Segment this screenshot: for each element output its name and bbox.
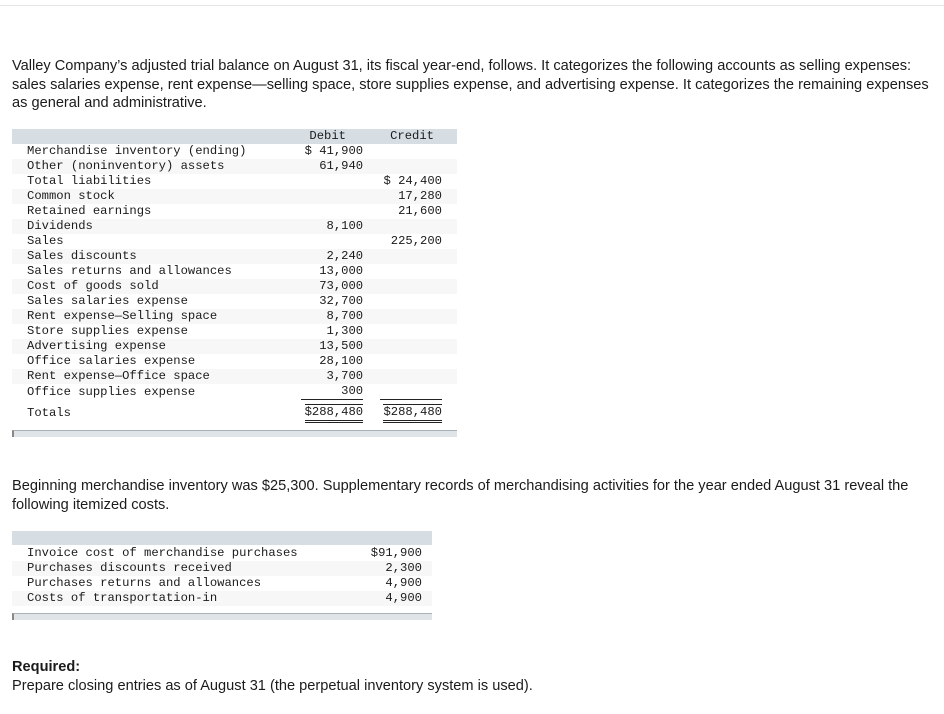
account-name: Dividends bbox=[12, 219, 288, 234]
credit-amount bbox=[367, 384, 457, 400]
debit-amount bbox=[288, 204, 367, 219]
debit-amount bbox=[288, 234, 367, 249]
table-row bbox=[12, 279, 457, 294]
account-name: Rent expense—Selling space bbox=[12, 309, 288, 324]
debit-amount: 8,700 bbox=[288, 309, 367, 324]
credit-amount: 21,600 bbox=[398, 204, 442, 218]
table-row bbox=[12, 144, 457, 159]
cost-value: 4,900 bbox=[350, 591, 432, 606]
list-item bbox=[12, 591, 432, 606]
list-item bbox=[12, 561, 432, 576]
totals-credit: $288,480 bbox=[383, 404, 442, 423]
trial-balance-footer-bar bbox=[12, 430, 457, 437]
credit-amount: 225,200 bbox=[390, 234, 442, 248]
debit-amount: 2,240 bbox=[288, 249, 367, 264]
table-row bbox=[12, 204, 457, 219]
credit-amount bbox=[367, 249, 457, 264]
account-name: Sales salaries expense bbox=[27, 294, 188, 308]
trial-balance-header bbox=[12, 129, 457, 144]
required-text: Prepare closing entries as of August 31 (the perpetual inventory system is used). bbox=[12, 678, 533, 694]
debit-amount: 13,000 bbox=[319, 264, 364, 278]
itemized-costs-table bbox=[12, 546, 432, 606]
account-name: Rent expense—Office space bbox=[12, 369, 288, 384]
table-row bbox=[12, 354, 457, 369]
beginning-inventory-text: Beginning merchandise inventory was $25,300. Supplementary records of merchandising activities for the year ended August 31 reveal the following itemized costs. bbox=[12, 478, 909, 513]
cost-label: Purchases returns and allowances bbox=[27, 576, 262, 590]
top-divider bbox=[0, 5, 944, 6]
account-name: Store supplies expense bbox=[27, 324, 188, 338]
credit-amount bbox=[367, 339, 457, 354]
table-row bbox=[12, 384, 457, 400]
account-name: Advertising expense bbox=[12, 339, 288, 354]
cost-label: Invoice cost of merchandise purchases bbox=[27, 546, 298, 560]
table-row bbox=[12, 249, 457, 264]
account-name: Other (noninventory) assets bbox=[12, 159, 288, 174]
account-name: Office supplies expense bbox=[27, 384, 196, 399]
credit-amount bbox=[367, 309, 457, 324]
debit-amount: $ 41,900 bbox=[304, 144, 364, 158]
account-name: Total liabilities bbox=[27, 174, 152, 188]
table-row bbox=[12, 234, 457, 249]
table-row bbox=[12, 174, 457, 189]
cost-value: $91,900 bbox=[370, 546, 422, 560]
debit-amount: 8,100 bbox=[288, 219, 367, 234]
credit-amount bbox=[367, 264, 457, 279]
table-row bbox=[12, 309, 457, 324]
underlined-amount: 300 bbox=[301, 384, 363, 400]
credit-amount: $ 24,400 bbox=[383, 174, 442, 188]
account-name: Sales returns and allowances bbox=[27, 264, 232, 278]
account-header bbox=[12, 129, 288, 144]
totals-debit: $288,480 bbox=[305, 404, 364, 423]
table-row bbox=[12, 264, 457, 279]
debit-amount: 28,100 bbox=[319, 354, 364, 368]
debit-amount bbox=[288, 174, 367, 189]
table-row bbox=[12, 159, 457, 174]
table-row bbox=[12, 339, 457, 354]
debit-amount: 32,700 bbox=[319, 294, 364, 308]
debit-amount: 1,300 bbox=[326, 324, 364, 338]
account-name: Cost of goods sold bbox=[12, 279, 288, 294]
totals-row bbox=[12, 400, 457, 427]
credit-amount: 17,280 bbox=[367, 189, 457, 204]
debit-amount: 73,000 bbox=[288, 279, 367, 294]
list-item bbox=[12, 576, 432, 591]
debit-header: Debit bbox=[288, 129, 367, 144]
account-name: Sales bbox=[27, 234, 64, 248]
itemized-costs-footer-bar bbox=[12, 613, 432, 620]
cost-label: Purchases discounts received bbox=[12, 561, 350, 576]
credit-amount bbox=[367, 324, 457, 339]
table-row bbox=[12, 189, 457, 204]
credit-amount bbox=[367, 159, 457, 174]
problem-intro: Valley Company’s adjusted trial balance on August 31, its fiscal year-end, follows. It categorizes the following accounts as selling expenses: sales salaries expense, rent expense—selling space, store supplies expense, and advertising expense. It categorizes the remaining expenses as general and administrative. bbox=[12, 58, 929, 111]
credit-amount bbox=[367, 354, 457, 369]
debit-amount bbox=[288, 189, 367, 204]
cost-value: 2,300 bbox=[350, 561, 432, 576]
credit-header: Credit bbox=[367, 129, 457, 144]
trial-balance-table bbox=[12, 129, 457, 427]
cost-value: 4,900 bbox=[385, 576, 422, 590]
list-item bbox=[12, 546, 432, 561]
account-name: Sales discounts bbox=[12, 249, 288, 264]
account-name: Retained earnings bbox=[27, 204, 152, 218]
totals-label: Totals bbox=[27, 406, 71, 420]
credit-amount bbox=[367, 144, 457, 159]
table-row bbox=[12, 324, 457, 339]
debit-amount: 13,500 bbox=[288, 339, 367, 354]
debit-amount: 61,940 bbox=[288, 159, 367, 174]
account-name: Common stock bbox=[12, 189, 288, 204]
credit-amount bbox=[367, 219, 457, 234]
underlined-amount bbox=[380, 384, 442, 400]
table-row bbox=[12, 219, 457, 234]
credit-amount bbox=[367, 294, 457, 309]
cost-label: Costs of transportation-in bbox=[12, 591, 350, 606]
account-name: Office salaries expense bbox=[27, 354, 196, 368]
debit-amount: 3,700 bbox=[288, 369, 367, 384]
account-name: Merchandise inventory (ending) bbox=[27, 144, 247, 158]
itemized-costs-header bbox=[12, 531, 432, 545]
table-row bbox=[12, 369, 457, 384]
credit-amount bbox=[367, 279, 457, 294]
debit-amount bbox=[288, 384, 367, 400]
required-heading: Required: bbox=[12, 659, 81, 675]
table-row bbox=[12, 294, 457, 309]
credit-amount bbox=[367, 369, 457, 384]
